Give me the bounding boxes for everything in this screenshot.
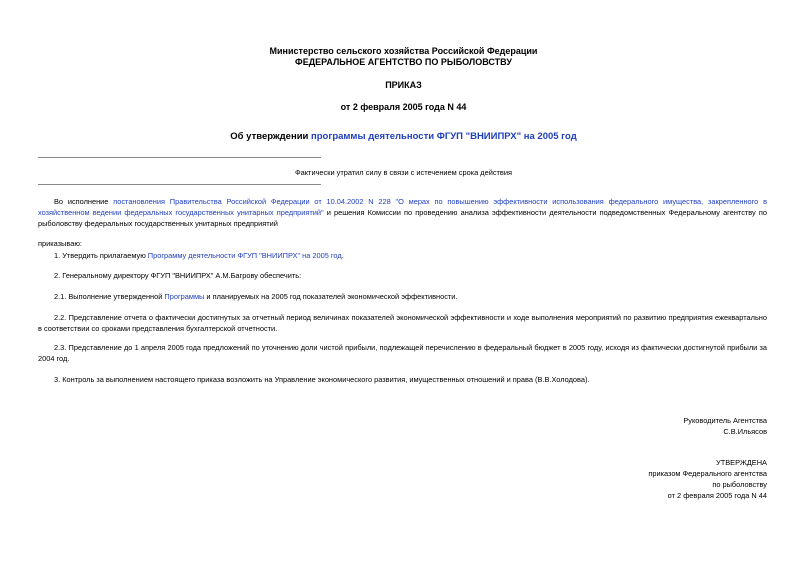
item-1-prefix: 1. Утвердить прилагаемую (54, 251, 148, 260)
document-title (0, 131, 807, 143)
approval-line-1: приказом Федерального агентства (648, 469, 767, 478)
government-decree-link[interactable]: постановления Правительства Российской Федерации от 10.04.2002 N 228 "О мерах по повышению эффективности использования федерального имущества, закрепленного в хозяйственном ведении федеральных государственных унитарных предприятий" (38, 197, 767, 217)
item-2-1 (38, 291, 783, 302)
program-link[interactable]: Программу деятельности ФГУП "ВНИИПРХ" на 2005 год (147, 251, 342, 260)
item-2: 2. Генеральному директору ФГУП "ВНИИПРХ" А.М.Багрову обеспечить: (54, 271, 302, 280)
signatory-position: Руководитель Агентства (683, 416, 767, 425)
agency-name: ФЕДЕРАЛЬНОЕ АГЕНТСТВО ПО РЫБОЛОВСТВУ (295, 57, 512, 67)
program-short-link[interactable]: Программы (164, 292, 205, 301)
item-1-suffix: . (341, 251, 344, 260)
preamble-paragraph (38, 196, 767, 229)
title-program-link[interactable]: программы деятельности ФГУП "ВНИИПРХ" на 2005 год (311, 131, 577, 142)
signatory-name: С.В.Ильясов (723, 427, 767, 436)
approval-block (648, 457, 767, 501)
item-1 (38, 250, 783, 261)
ministry-name: Министерство сельского хозяйства Российской Федерации (269, 46, 538, 56)
preamble-text-end: и решения Комиссии по проведению анализа эффективности деятельности подведомственных Федеральному агентству по рыболовству федеральных государственных унитарных предприятий (38, 208, 767, 228)
item-2-2: 2.2. Представление отчета о фактически достигнутых за отчетный период величинах показателей экономической эффективности и ходе выполнения мероприятий по развитию предприятия ежеквартально в соответствии со сроками представления бухгалтерской отчетности. (38, 313, 767, 333)
approval-line-2: по рыболовству (712, 480, 767, 489)
title-prefix: Об утверждении (230, 131, 312, 142)
status-note: Фактически утратил силу в связи с истечением срока действия (295, 168, 512, 177)
divider-bottom (38, 184, 321, 185)
order-word: приказываю: (38, 239, 82, 248)
document-date: от 2 февраля 2005 года N 44 (340, 102, 467, 112)
document-type: ПРИКАЗ (385, 80, 422, 90)
item-2-1-suffix: и планируемых на 2005 год показателей экономической эффективности. (204, 292, 458, 301)
signature-block (683, 415, 767, 437)
divider-top (38, 157, 321, 158)
item-2-1-prefix: 2.1. Выполнение утвержденной (54, 292, 165, 301)
approval-line-3: от 2 февраля 2005 года N 44 (667, 491, 767, 500)
approval-heading: УТВЕРЖДЕНА (716, 458, 767, 467)
preamble-text-start: Во исполнение (54, 197, 114, 206)
item-3: 3. Контроль за выполнением настоящего приказа возложить на Управление экономического развития, имущественных отношений и права (В.В.Холодова). (54, 375, 590, 384)
item-2-3: 2.3. Представление до 1 апреля 2005 года предложений по уточнению доли чистой прибыли, подлежащей перечислению в федеральный бюджет в 2005 году, исходя из фактически достигнутой прибыли за 2004 год. (38, 343, 767, 363)
